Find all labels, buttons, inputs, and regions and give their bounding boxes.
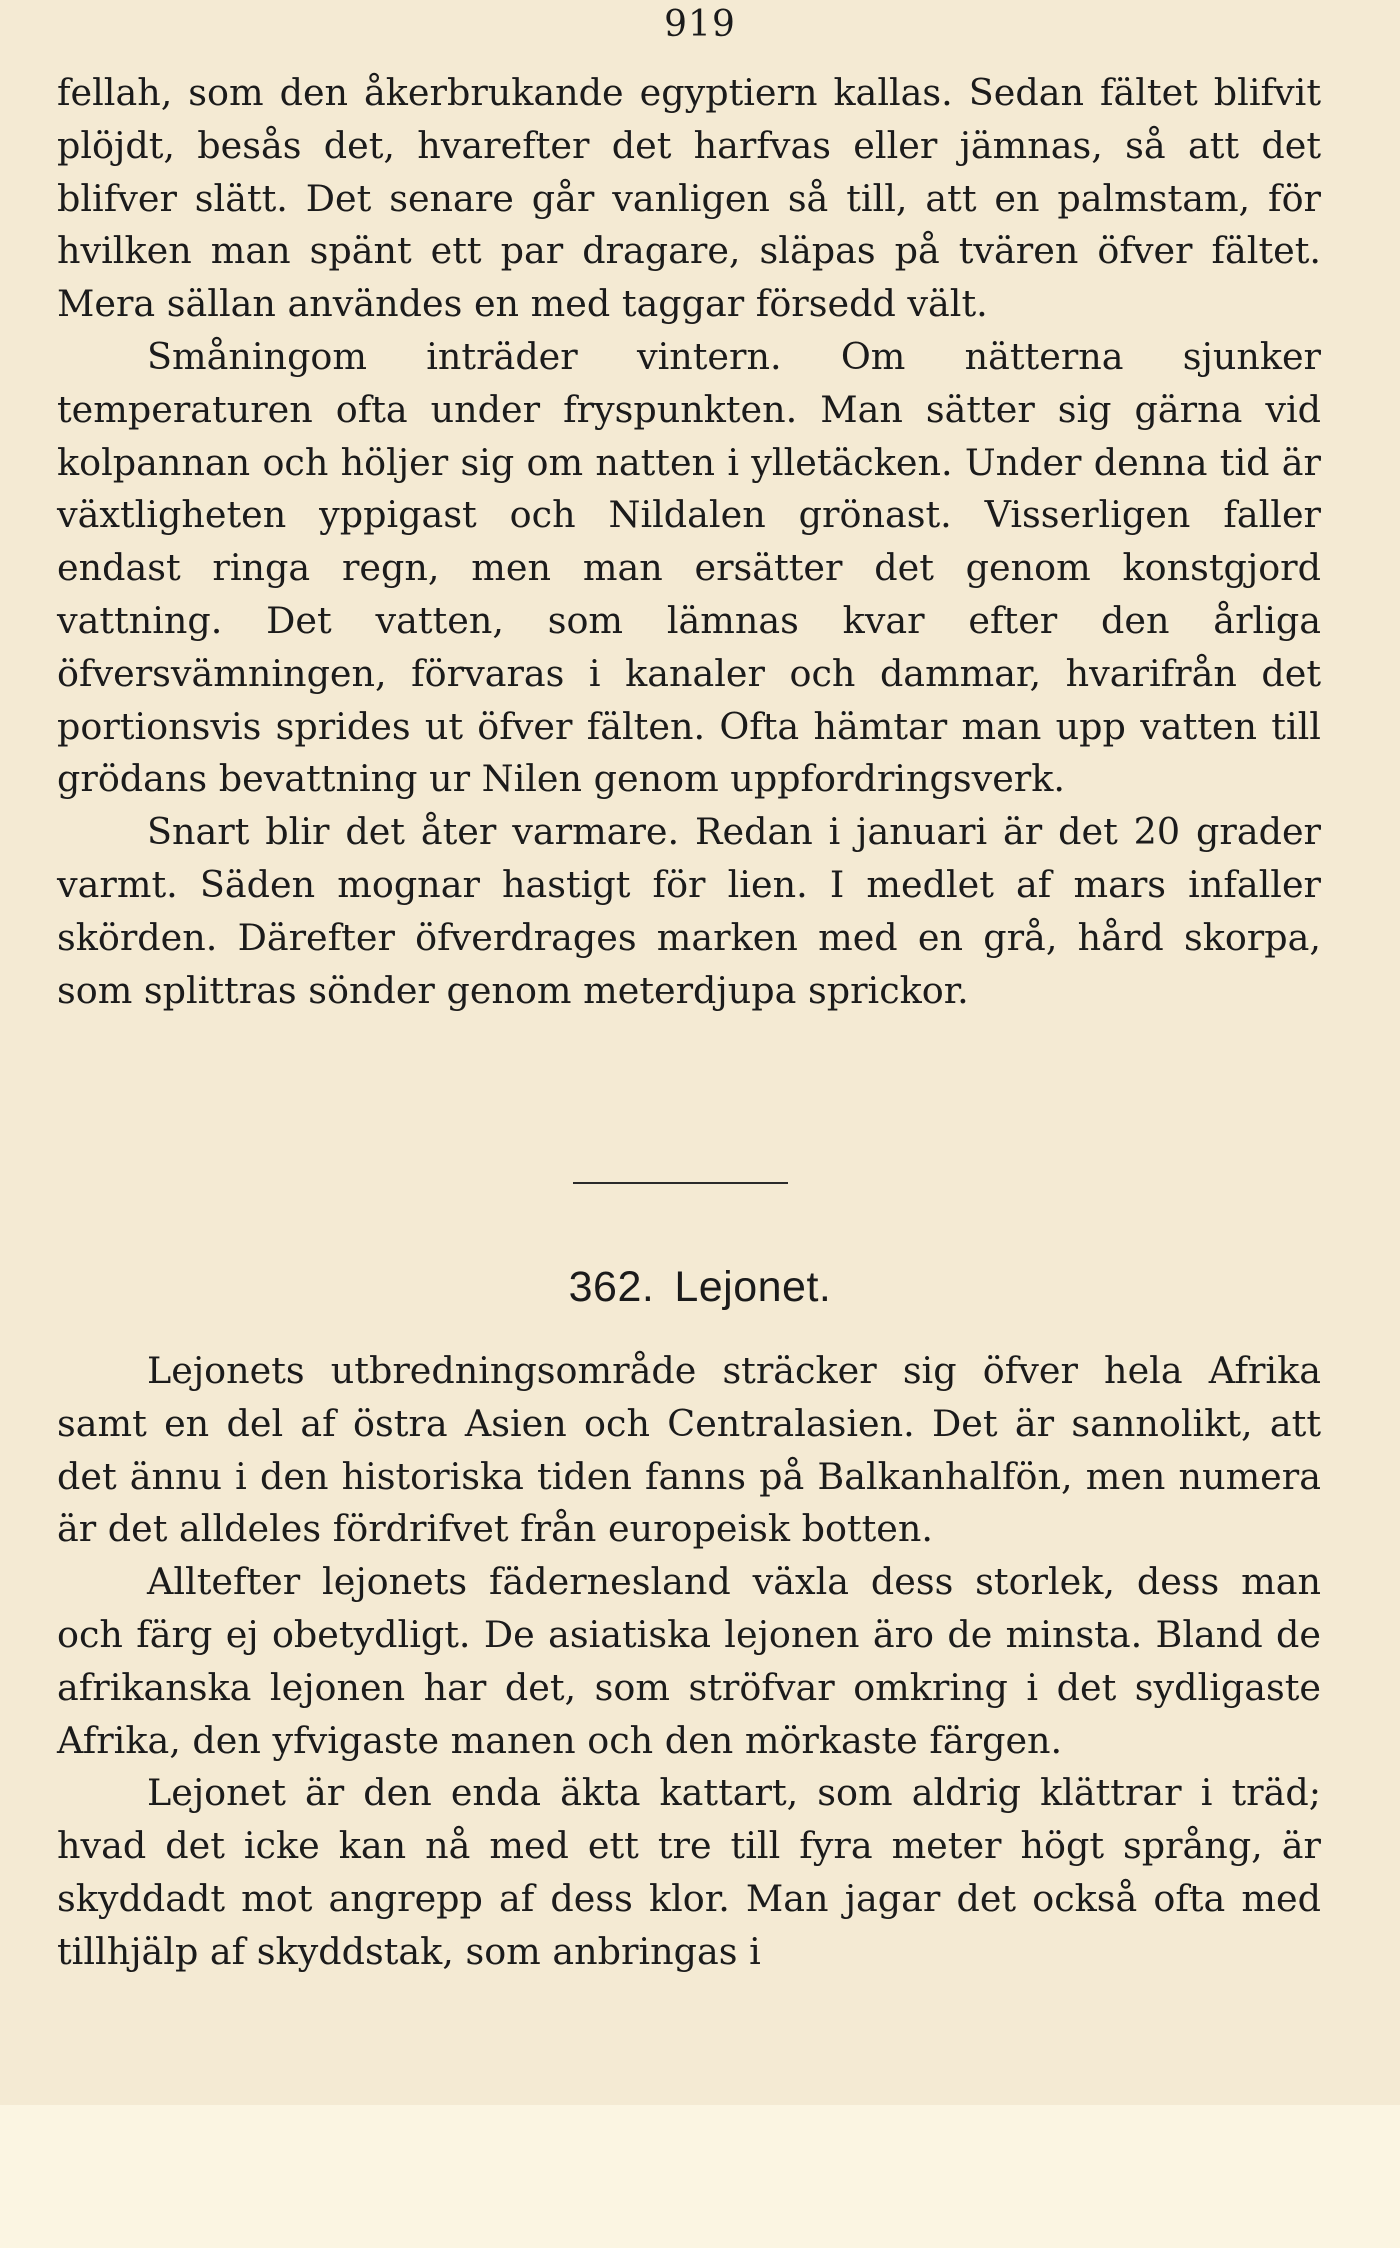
section-text-2 xyxy=(57,1345,1321,1979)
page-number: 919 xyxy=(664,4,736,45)
paragraph-6: Lejonet är den enda äkta kattart, som aldrig klättrar i träd; hvad det icke kan nå med ett tre till fyra meter högt språng, är skyddadt mot angrepp af dess klor. Man jagar det också ofta med tillhjälp af skyddstak, som anbringas i xyxy=(57,1771,1321,1973)
section-text-1 xyxy=(57,67,1321,1017)
section-heading xyxy=(0,1263,1400,1312)
page-margin-area xyxy=(0,2105,1400,2248)
section-number: 362. xyxy=(568,1263,655,1311)
paragraph-2: Småningom inträder vintern. Om nätterna sjunker temperaturen ofta under fryspunkten. Man sätter sig gärna vid kolpannan och höljer sig om natten i ylletäcken. Under denna tid är växtligheten yppigast och Nildalen grönast. Visserligen faller endast ringa regn, men man ersätter det genom konstgjord vattning. Det vatten, som lämnas kvar efter den årliga öfversvämningen, förvaras i kanaler och dammar, hvarifrån det portionsvis sprides ut öfver fälten. Ofta hämtar man upp vatten till grödans bevattning ur Nilen genom uppfordringsverk. xyxy=(57,334,1321,801)
section-title: Lejonet. xyxy=(674,1263,832,1311)
paragraph-5: Alltefter lejonets fädernesland växla dess storlek, dess man och färg ej obetydligt. De asiatiska lejonen äro de minsta. Bland de afrikanska lejonen har det, som ströfvar omkring i det sydligaste Afrika, den yfvigaste manen och den mörkaste färgen. xyxy=(57,1560,1321,1762)
section-divider xyxy=(573,1182,788,1184)
paragraph-4: Lejonets utbredningsområde sträcker sig öfver hela Afrika samt en del af östra Asien och Centralasien. Det är sannolikt, att det ännu i den historiska tiden fanns på Balkanhalfön, men numera är det alldeles fördrifvet från europeisk botten. xyxy=(57,1349,1321,1551)
paragraph-1: fellah, som den åkerbrukande egyptiern kallas. Sedan fältet blifvit plöjdt, besås det, hvarefter det harfvas eller jämnas, så att det blifver slätt. Det senare går vanligen så till, att en palmstam, för hvilken man spänt ett par dragare, släpas på tvären öfver fältet. Mera sällan användes en med taggar försedd vält. xyxy=(57,71,1321,326)
paragraph-3: Snart blir det åter varmare. Redan i januari är det 20 grader varmt. Säden mognar hastigt för lien. I medlet af mars infaller skörden. Därefter öfverdrages marken med en grå, hård skorpa, som splittras sönder genom meterdjupa sprickor. xyxy=(57,810,1321,1012)
